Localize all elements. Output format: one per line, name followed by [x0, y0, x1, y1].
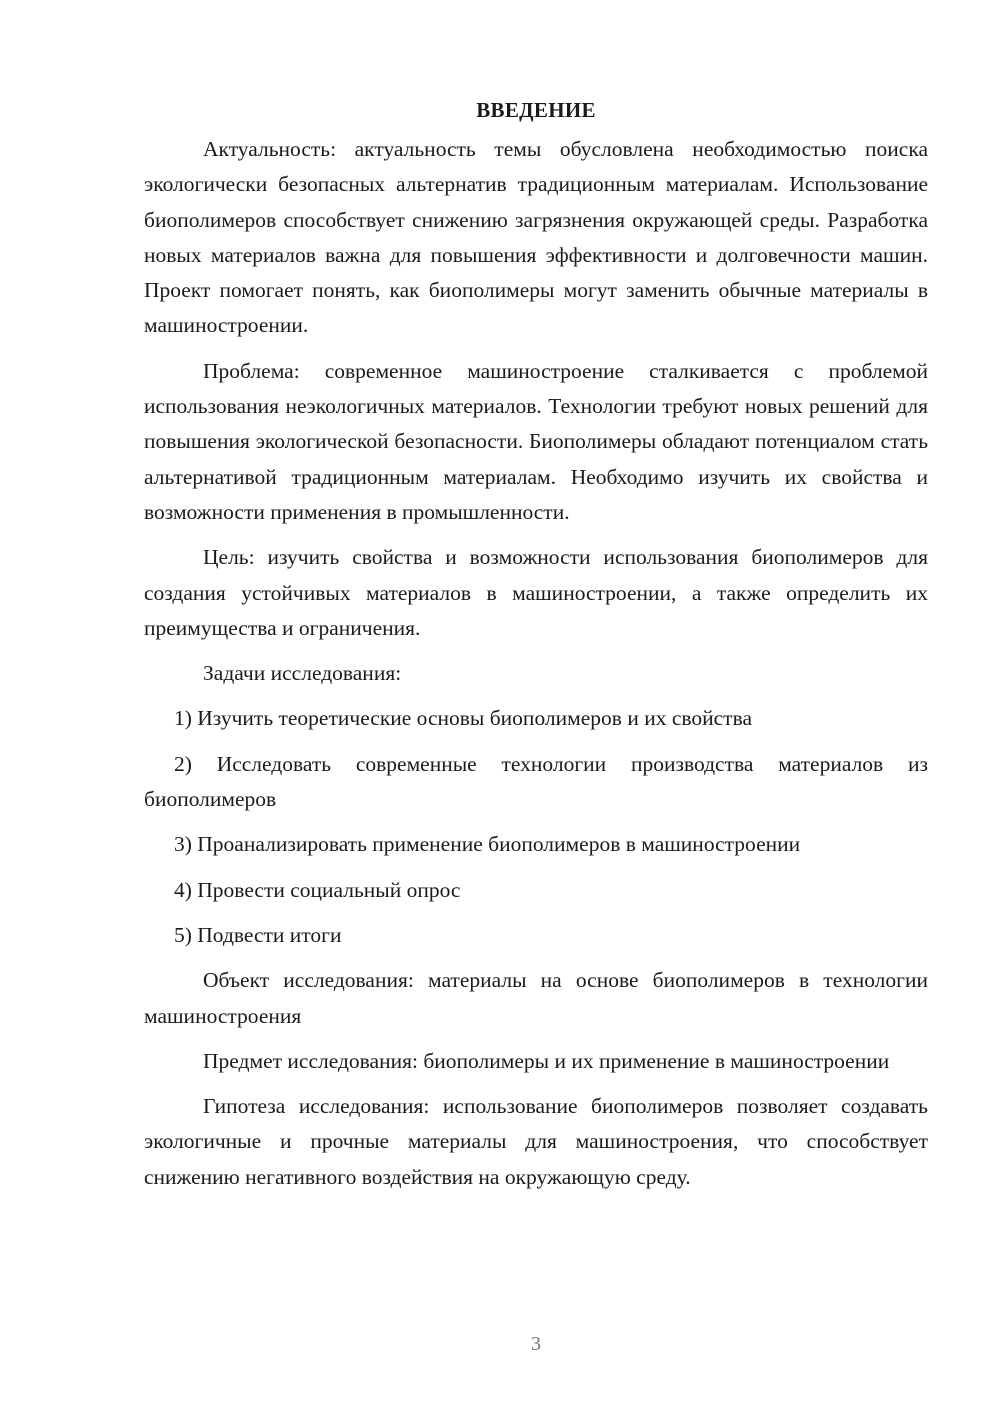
task-list-item: 3) Проанализировать применение биополимеров в машиностроении — [174, 832, 801, 857]
object-paragraph: Объект исследования: материалы на основе биополимеров в технологии машиностроения — [144, 968, 928, 1028]
task-list-item: 5) Подвести итоги — [174, 922, 342, 947]
document-page — [144, 92, 928, 1205]
task-list-item: 4) Провести социальный опрос — [174, 877, 461, 902]
relevance-paragraph: Актуальность: актуальность темы обусловлена необходимостью поиска экологически безопасных альтернатив традиционным материалам. Использование биополимеров способствует снижению загрязнения окружающей среды. Разработка новых материалов важна для повышения эффективности и долговечности машин. Проект помогает понять, как биополимеры могут заменить обычные материалы в машиностроении. — [144, 137, 928, 338]
page-title: ВВЕДЕНИЕ — [476, 98, 596, 122]
hypothesis-paragraph: Гипотеза исследования: использование биополимеров позволяет создавать экологичные и прочные материалы для машиностроения, что способствует снижению негативного воздействия на окружающую среду. — [144, 1094, 928, 1189]
subject-paragraph: Предмет исследования: биополимеры и их применение в машиностроении — [203, 1048, 890, 1073]
page-number: 3 — [531, 1333, 541, 1355]
goal-paragraph: Цель: изучить свойства и возможности использования биополимеров для создания устойчивых материалов в машиностроении, а также определить их преимущества и ограничения. — [144, 545, 928, 640]
tasks-heading: Задачи исследования: — [203, 661, 402, 686]
task-list-item: 2) Исследовать современные технологии производства материалов из биополимеров — [144, 751, 928, 812]
problem-paragraph: Проблема: современное машиностроение сталкивается с проблемой использования неэкологичных материалов. Технологии требуют новых решений для повышения экологической безопасности. Биополимеры обладают потенциалом стать альтернативой традиционным материалам. Необходимо изучить их свойства и возможности применения в промышленности. — [144, 358, 928, 524]
task-list-item: 1) Изучить теоретические основы биополимеров и их свойства — [174, 706, 752, 731]
